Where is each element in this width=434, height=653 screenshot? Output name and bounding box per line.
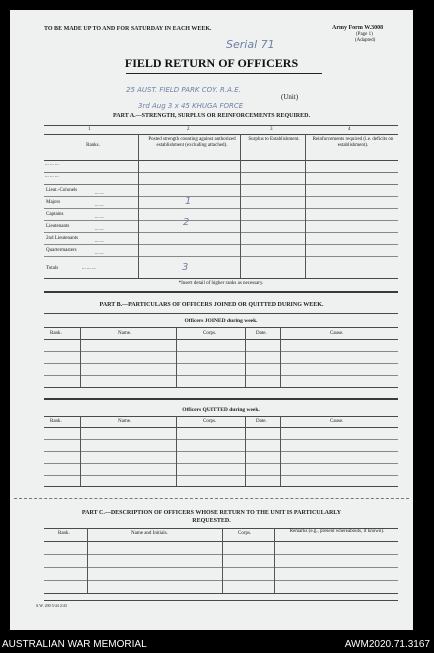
quitted-col-name: Name. xyxy=(118,419,132,424)
part-c-col-remarks: Remarks (e.g., present whereabouts, if known). xyxy=(289,529,385,534)
quitted-col-rank: Rank. xyxy=(50,419,62,424)
totals-hand: 3 xyxy=(182,262,189,273)
col-number-3: 3 xyxy=(270,127,273,132)
ranks-header: Ranks. xyxy=(86,143,100,148)
totals-label: Totals xyxy=(46,266,59,271)
unit-label: (Unit) xyxy=(281,93,299,101)
rank-majors: Majors xyxy=(46,200,61,205)
part-a-heading: PART A.—STRENGTH, SURPLUS OR REINFORCEMENTS REQUIRED. xyxy=(113,113,310,119)
footer-bar xyxy=(0,634,434,653)
part-c-col-rank: Rank. xyxy=(58,531,70,536)
form-sheet: TO BE MADE UP TO AND FOR SATURDAY IN EACH WEEK. Army Form W.3008 (Page 1) (Adapted) Serial 71 FIELD RETURN OF OFFICERS 25 AUST. FIELD PARK COY. R.A.E. (Unit) 3rd Aug 3 x 45 KHUGA FORCE PART A.—STRENGTH, SURPLUS OR REINFORCEMENTS REQUIRED. 1 2 3 4 Ranks. Posted strength counting against authorized establishment (excluding attached). Surplus to Establishment. Reinforcements required (i.e. deficits on establishment). ... ... ... ... ... ... Lieut.-Colonels Majors Captains Lieutenants 2nd Lieutenants Quartermasters ... ... ... ... ... ... ... ... ... ... ... ... 1 2 Totals ... ... ... 3 *Insert detail of higher ranks as necessary. PART B.—PARTICULARS OF OFFICERS JOINED OR QUITTED DURING WEEK. Officers JOINED during week. Rank. Name. Corps. Date. Cause. Officers QUITTED during week. Rank. Name. Corps. Date. Cause. PART C.—DESCRIPTION OF OFFICERS WHOSE RETURN TO THE UNIT IS PARTICULARLY REQUESTED. Rank. Name and Initials. Corps. Remarks (e.g., present whereabouts, if known). S.W. 200 5/44 2/43 xyxy=(10,10,413,630)
form-number: Army Form W.3008 xyxy=(332,25,384,31)
surplus-header: Surplus to Establishment. xyxy=(248,137,300,142)
col-number-2: 2 xyxy=(187,127,190,132)
page-number: (Page 1) xyxy=(356,32,373,37)
part-b-heading: PART B.—PARTICULARS OF OFFICERS JOINED OR QUITTED DURING WEEK. xyxy=(99,302,324,308)
rank-quartermasters: Quartermasters xyxy=(46,248,77,253)
col-number-1: 1 xyxy=(88,127,91,132)
rank-lieut-colonels: Lieut.-Colonels xyxy=(46,188,78,193)
part-c-heading-1: PART C.—DESCRIPTION OF OFFICERS WHOSE RETURN TO THE UNIT IS PARTICULARLY xyxy=(81,510,342,516)
quitted-col-date: Date. xyxy=(256,419,267,424)
perforation-line xyxy=(14,498,409,499)
joined-title: Officers JOINED during week. xyxy=(184,318,258,324)
serial-handwritten: Serial 71 xyxy=(226,38,275,51)
adapted-label: (Adapted) xyxy=(355,38,376,43)
page-title: FIELD RETURN OF OFFICERS xyxy=(124,56,299,70)
reinforcements-header: Reinforcements required (i.e. deficits on establishment). xyxy=(312,137,394,148)
part-c-col-name: Name and Initials. xyxy=(131,531,168,536)
rank-captains: Captains xyxy=(46,212,64,217)
part-a-footnote: *Insert detail of higher ranks as necessary. xyxy=(178,281,264,286)
joined-col-corps: Corps. xyxy=(203,331,217,336)
rank-lieutenants: Lieutenants xyxy=(46,224,70,229)
joined-col-cause: Cause. xyxy=(330,331,344,336)
part-c-heading-2: REQUESTED. xyxy=(192,518,231,524)
print-code: S.W. 200 5/44 2/43 xyxy=(36,603,67,608)
footer-left: AUSTRALIAN WAR MEMORIAL xyxy=(2,639,147,650)
part-c-col-corps: Corps. xyxy=(238,531,252,536)
posted-header: Posted strength counting against authorized establishment (excluding attached). xyxy=(148,137,236,148)
title-underline xyxy=(126,73,322,74)
unit-handwritten: 25 AUST. FIELD PARK COY. R.A.E. xyxy=(126,86,241,94)
posted-captains-hand: 2 xyxy=(183,217,190,228)
joined-col-name: Name. xyxy=(118,331,132,336)
quitted-col-cause: Cause. xyxy=(330,419,344,424)
instruction-text: TO BE MADE UP TO AND FOR SATURDAY IN EACH WEEK. xyxy=(44,26,212,32)
quitted-title: Officers QUITTED during week. xyxy=(182,407,260,413)
quitted-col-corps: Corps. xyxy=(203,419,217,424)
footer-right: AWM2020.71.3167 xyxy=(344,639,430,650)
rank-2nd-lieutenants: 2nd Lieutenants xyxy=(46,236,79,241)
joined-col-date: Date. xyxy=(256,331,267,336)
posted-majors-hand: 1 xyxy=(185,196,192,207)
date-handwritten: 3rd Aug 3 x 45 KHUGA FORCE xyxy=(138,102,244,110)
joined-col-rank: Rank. xyxy=(50,331,62,336)
col-number-4: 4 xyxy=(348,127,351,132)
